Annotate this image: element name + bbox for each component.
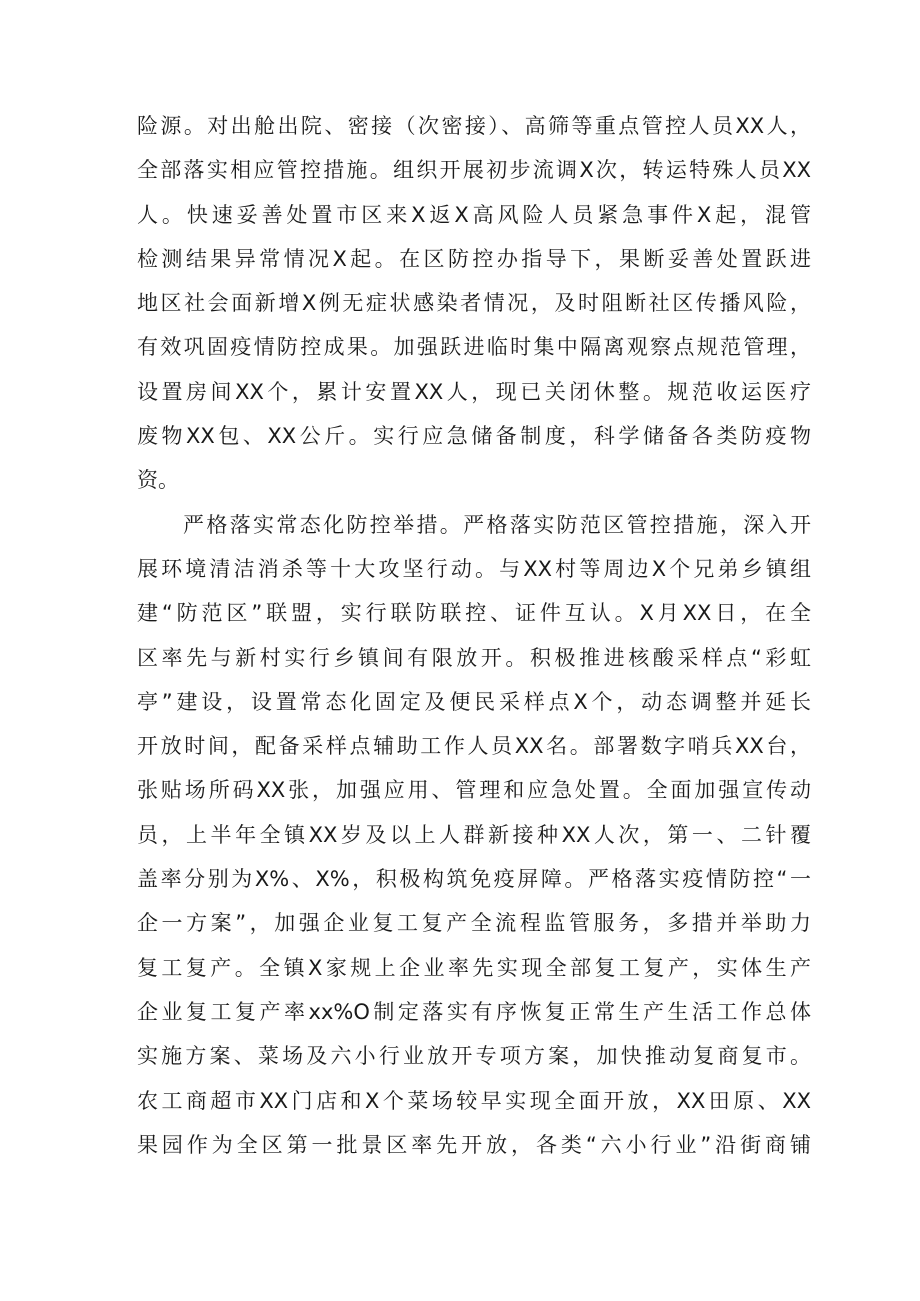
text-line: 地区社会面新增X例无症状感染者情况，及时阻断社区传播风险， bbox=[137, 291, 811, 316]
text-line: 员，上半年全镇XX岁及以上人群新接种XX人次，第一、二针覆 bbox=[137, 822, 811, 847]
text-line: 盖率分别为X%、X%，积极构筑免疫屏障。严格落实疫情防控“一 bbox=[137, 867, 811, 892]
text-line: 区率先与新村实行乡镇间有限放开。积极推进核酸采样点“彩虹 bbox=[137, 645, 811, 670]
text-line: 企业复工复产率xx%O制定落实有序恢复正常生产生活工作总体 bbox=[137, 999, 811, 1024]
paragraph bbox=[137, 104, 811, 503]
text-line: 检测结果异常情况X起。在区防控办指导下，果断妥善处置跃进 bbox=[137, 246, 811, 271]
document-body bbox=[137, 104, 811, 1167]
text-line: 复工复产。全镇X家规上企业率先实现全部复工复产，实体生产 bbox=[137, 955, 811, 980]
text-line: 企一方案”，加强企业复工复产全流程监管服务，多措并举助力 bbox=[137, 911, 811, 936]
text-line: 废物XX包、XX公斤。实行应急储备制度，科学储备各类防疫物 bbox=[137, 424, 811, 449]
text-line: 开放时间，配备采样点辅助工作人员XX名。部署数字哨兵XX台， bbox=[137, 734, 811, 759]
text-line: 险源。对出舱出院、密接（次密接）、高筛等重点管控人员XX人， bbox=[137, 114, 811, 138]
paragraph bbox=[137, 503, 811, 1167]
text-line: 人。快速妥善处置市区来X返X高风险人员紧急事件X起，混管 bbox=[137, 202, 811, 227]
text-line: 实施方案、菜场及六小行业放开专项方案，加快推动复商复市。 bbox=[137, 1044, 811, 1069]
text-line: 全部落实相应管控措施。组织开展初步流调X次，转运特殊人员XX bbox=[137, 158, 811, 183]
text-line: 张贴场所码XX张，加强应用、管理和应急处置。全面加强宣传动 bbox=[137, 778, 811, 803]
text-line: 严格落实常态化防控举措。严格落实防范区管控措施，深入开 bbox=[183, 512, 811, 537]
text-line: 亭”建设，设置常态化固定及便民采样点X个，动态调整并延长 bbox=[137, 689, 811, 714]
text-line: 资。 bbox=[137, 468, 179, 493]
text-line: 果园作为全区第一批景区率先开放，各类“六小行业”沿街商铺 bbox=[137, 1132, 811, 1157]
text-line: 展环境清洁消杀等十大攻坚行动。与XX村等周边X个兄弟乡镇组 bbox=[137, 556, 811, 581]
text-line: 农工商超市XX门店和X个菜场较早实现全面开放，XX田原、XX bbox=[137, 1088, 811, 1113]
text-line: 建“防范区”联盟，实行联防联控、证件互认。X月XX日，在全 bbox=[137, 601, 811, 626]
text-line: 有效巩固疫情防控成果。加强跃进临时集中隔离观察点规范管理， bbox=[137, 335, 811, 360]
text-line: 设置房间XX个，累计安置XX人，现已关闭休整。规范收运医疗 bbox=[137, 379, 811, 404]
